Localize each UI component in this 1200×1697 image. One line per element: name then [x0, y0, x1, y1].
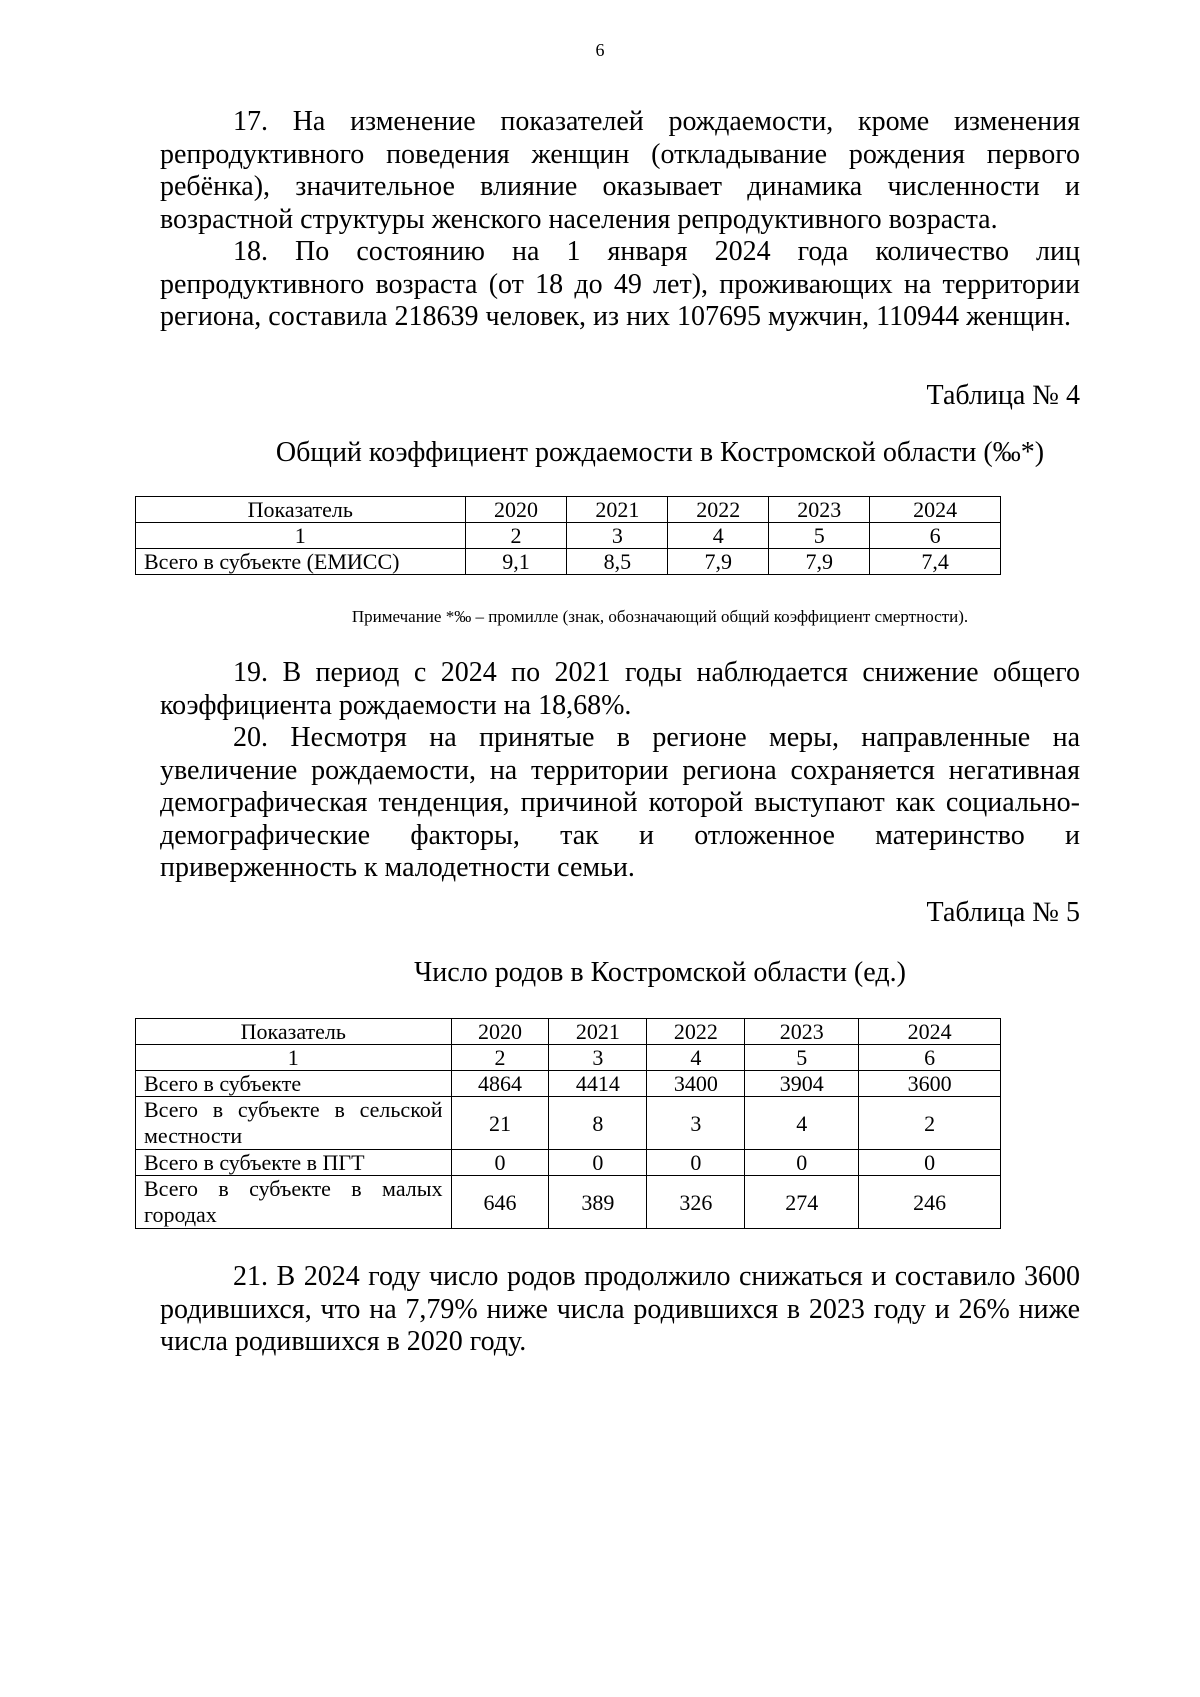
table4-number-cell: 2 [465, 523, 567, 549]
table4-header-cell: 2021 [567, 497, 668, 523]
table4-numbering-row [136, 523, 1001, 549]
table4-row-label: Всего в субъекте (ЕМИСС) [136, 549, 466, 575]
table5-header-cell: 2024 [859, 1019, 1001, 1045]
table5-cell: 0 [647, 1150, 745, 1176]
table5-cell: 2 [859, 1097, 1001, 1150]
table5-numbering-row [136, 1045, 1001, 1071]
table5-row-label: Всего в субъекте в ПГТ [136, 1150, 452, 1176]
table5-number-cell: 1 [136, 1045, 452, 1071]
table4-number-cell: 1 [136, 523, 466, 549]
table4-row [136, 549, 1001, 575]
table5-cell: 326 [647, 1176, 745, 1229]
table5-cell: 646 [451, 1176, 549, 1229]
paragraph-19: 19. В период с 2024 по 2021 годы наблюдается снижение общего коэффициента рождаемости на 18,68%. [160, 657, 1080, 721]
table5-cell: 21 [451, 1097, 549, 1150]
table5-cell: 246 [859, 1176, 1001, 1229]
table5-number-cell: 5 [745, 1045, 859, 1071]
table5-row-label: Всего в субъекте в малых городах [136, 1176, 452, 1229]
table5 [135, 1018, 1001, 1229]
paragraph-block-2 [160, 657, 1080, 885]
table5-cell: 8 [549, 1097, 647, 1150]
table5-cell: 3600 [859, 1071, 1001, 1097]
table4-title: Общий коэффициент рождаемости в Костромской области (‰*) [275, 437, 1045, 468]
table5-cell: 274 [745, 1176, 859, 1229]
table4-cell: 8,5 [567, 549, 668, 575]
table5-header-row [136, 1019, 1001, 1045]
paragraph-block-3 [160, 1261, 1080, 1359]
table4-header-cell: 2022 [668, 497, 769, 523]
table4-label: Таблица № 4 [926, 380, 1080, 411]
table4-number-cell: 5 [769, 523, 870, 549]
table4-cell: 7,9 [769, 549, 870, 575]
table5-row [136, 1071, 1001, 1097]
table5-title: Число родов в Костромской области (ед.) [414, 957, 906, 988]
table5-header-cell: 2023 [745, 1019, 859, 1045]
table5-row-label: Всего в субъекте [136, 1071, 452, 1097]
table4-note: Примечание *‰ – промилле (знак, обозначающий общий коэффициент смертности). [351, 607, 969, 626]
table4-number-cell: 6 [870, 523, 1001, 549]
table4-header-row [136, 497, 1001, 523]
table5-cell: 3400 [647, 1071, 745, 1097]
page-number: 6 [595, 40, 605, 60]
table5-cell: 0 [745, 1150, 859, 1176]
table5-header-cell: 2021 [549, 1019, 647, 1045]
table5-row [136, 1097, 1001, 1150]
table5-cell: 4 [745, 1097, 859, 1150]
table5-number-cell: 2 [451, 1045, 549, 1071]
paragraph-20: 20. Несмотря на принятые в регионе меры, направленные на увеличение рождаемости, на территории региона сохраняется негативная демографическая тенденция, причиной которой выступают как социально-демографические факторы, так и отложенное материнство и приверженность к малодетности семьи. [160, 722, 1080, 883]
table5-number-cell: 3 [549, 1045, 647, 1071]
table5-row [136, 1176, 1001, 1229]
table5-cell: 4864 [451, 1071, 549, 1097]
paragraph-block-1 [160, 106, 1080, 334]
table4-number-cell: 4 [668, 523, 769, 549]
table5-cell: 3904 [745, 1071, 859, 1097]
table5-number-cell: 4 [647, 1045, 745, 1071]
table4-number-cell: 3 [567, 523, 668, 549]
table5-header-cell: 2020 [451, 1019, 549, 1045]
table4-header-cell: Показатель [136, 497, 466, 523]
table4-cell: 7,9 [668, 549, 769, 575]
table5-cell: 3 [647, 1097, 745, 1150]
table5-header-cell: Показатель [136, 1019, 452, 1045]
paragraph-17: 17. На изменение показателей рождаемости, кроме изменения репродуктивного поведения женщин (откладывание рождения первого ребёнка), значительное влияние оказывает динамика численности и возрастной структуры женского населения репродуктивного возраста. [160, 106, 1080, 235]
table4-cell: 9,1 [465, 549, 567, 575]
table5-cell: 389 [549, 1176, 647, 1229]
table5-cell: 0 [859, 1150, 1001, 1176]
table5-number-cell: 6 [859, 1045, 1001, 1071]
table5-row [136, 1150, 1001, 1176]
table4-header-cell: 2023 [769, 497, 870, 523]
table5-label: Таблица № 5 [926, 897, 1080, 928]
table4-cell: 7,4 [870, 549, 1001, 575]
table4-header-cell: 2020 [465, 497, 567, 523]
paragraph-21: 21. В 2024 году число родов продолжило снижаться и составило 3600 родившихся, что на 7,79% ниже числа родившихся в 2023 году и 26% ниже числа родившихся в 2020 году. [160, 1261, 1080, 1357]
table5-row-label: Всего в субъекте в сельской местности [136, 1097, 452, 1150]
table5-header-cell: 2022 [647, 1019, 745, 1045]
table4-header-cell: 2024 [870, 497, 1001, 523]
table5-cell: 0 [549, 1150, 647, 1176]
paragraph-18: 18. По состоянию на 1 января 2024 года количество лиц репродуктивного возраста (от 18 до 49 лет), проживающих на территории региона, составила 218639 человек, из них 107695 мужчин, 110944 женщин. [160, 236, 1080, 332]
table4 [135, 496, 1001, 575]
table5-cell: 0 [451, 1150, 549, 1176]
table5-cell: 4414 [549, 1071, 647, 1097]
